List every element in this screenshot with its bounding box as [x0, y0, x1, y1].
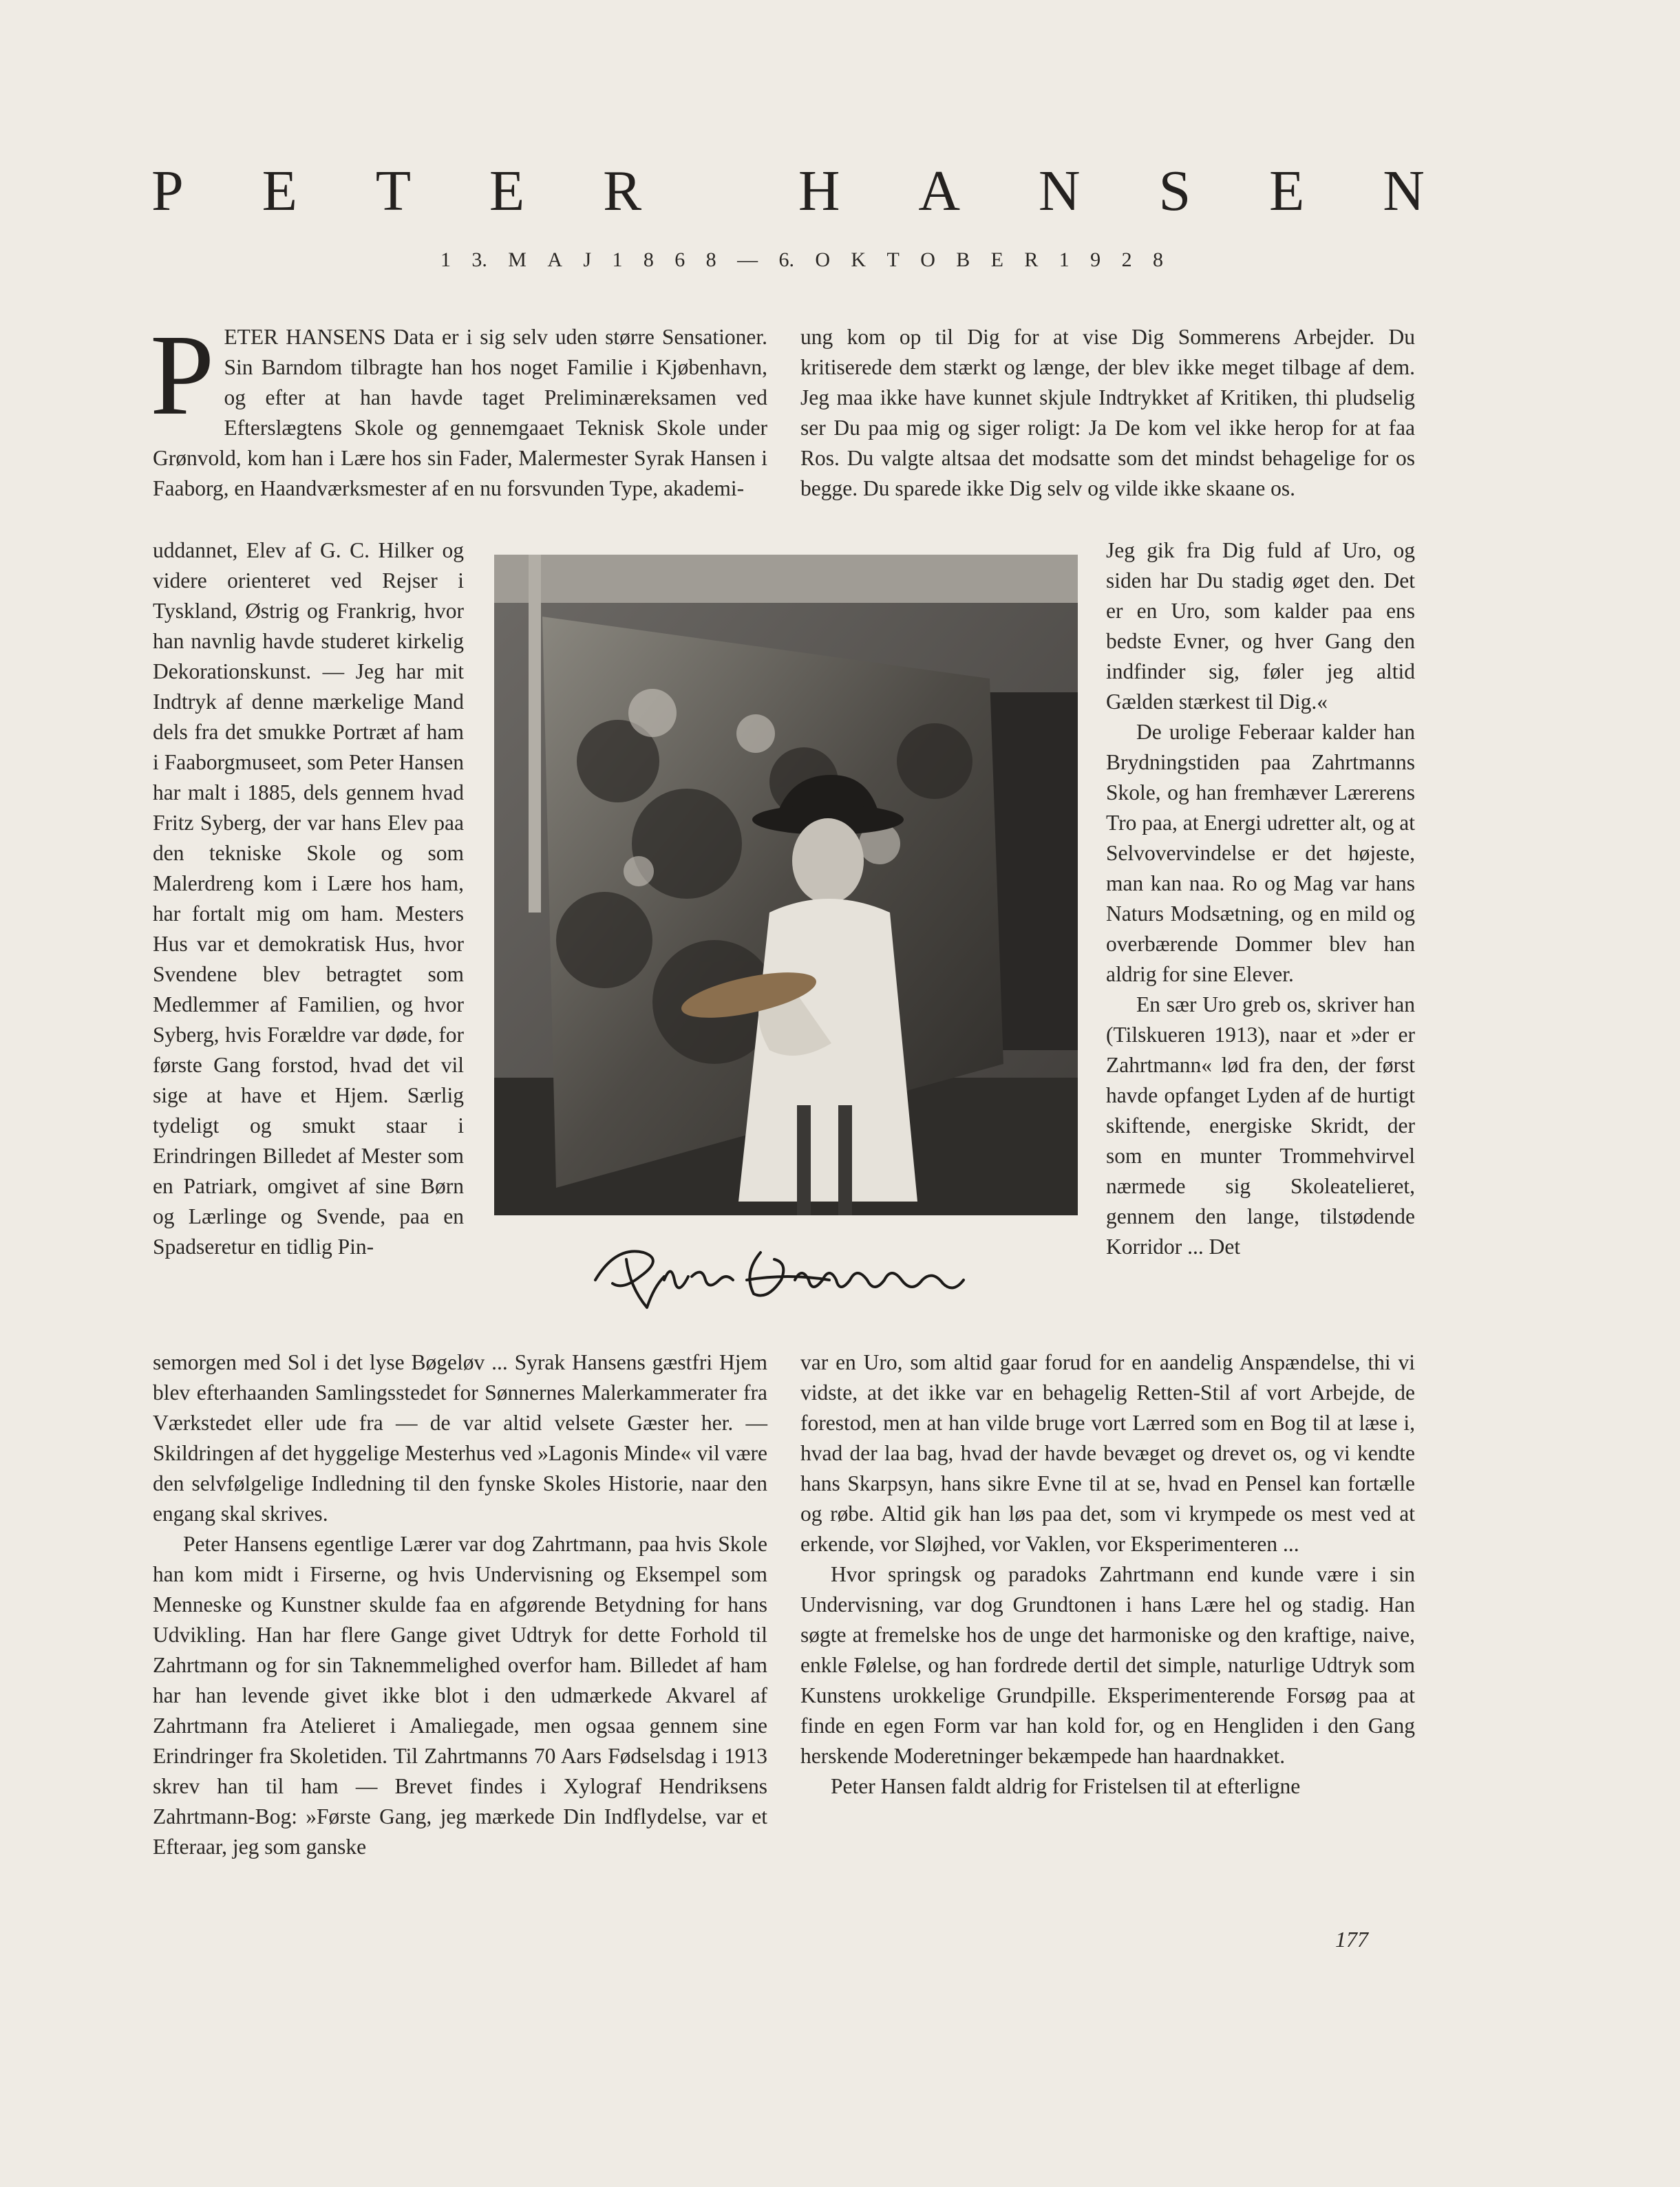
portrait-photograph [494, 555, 1078, 1215]
date-char: T [886, 248, 900, 271]
date-char: K [851, 248, 866, 271]
date-char: 8 [705, 248, 716, 271]
title-letter: E [489, 158, 525, 223]
date-char: E [990, 248, 1003, 271]
portrait-photo-image [494, 555, 1078, 1215]
signature-text: Peter Hansen [787, 1324, 796, 1325]
left-narrow-text [153, 535, 464, 1347]
right-top-paragraph: ung kom op til Dig for at vise Dig Sommerens Arbejder. Du kritiserede dem stærkt og længe, der blev ikke meget tilbage af dem. Jeg maa ikke have kunnet skjule Indtrykket af Kritiken, thi pludselig ser Du paa mig og siger roligt: Ja De kom vel ikke herop for at faa Ros. Du valgte altsaa det modsatte som det mindst behagelige for os begge. Du sparede ikke Dig selv og vilde ikke skaane os. [800, 325, 1415, 500]
date-char: 6. [778, 248, 794, 271]
title-letter: N [1383, 158, 1425, 223]
date-char: 3. [471, 248, 487, 271]
intro-text: ETER HANSENS Data er i sig selv uden større Sensationer. Sin Barndom tilbragte han hos noget Familie i Kjøbenhavn, og efter at han havde taget Preliminæreksamen ved Efterslægtens Skole og gennemgaaet Teknisk Skole under Grønvold, kom han i Lære hos sin Fader, Malermester Syrak Hansen i Faaborg, en Haandværksmester af en nu forsvunden Type, akademi- [153, 325, 767, 500]
date-char: 1 [1059, 248, 1070, 271]
date-char: 8 [643, 248, 654, 271]
date-char: 9 [1090, 248, 1101, 271]
title-letter: N [1038, 158, 1081, 223]
date-char: M [508, 248, 527, 271]
right-narrow-paragraph-2: De urolige Feberaar kalder han Brydningstiden paa Zahrtmanns Skole, og han fremhæver Lærerens Tro paa, at Energi udretter alt, og at Selvovervindelse er det højeste, man kan naa. Ro og Mag var hans Naturs Modsætning, og en mild og overbærende Dommer blev han aldrig for sine Elever. [1106, 720, 1415, 986]
title-letter: E [262, 158, 297, 223]
date-char: B [956, 248, 970, 271]
right-bottom-paragraph-2: Hvor springsk og paradoks Zahrtmann end kunde være i sin Undervisning, var dog Grundtonen i hans Lære hel og stadig. Han søgte at fremelske hos de unge det harmoniske og den kraftige, naive, enkle Følelse, og han fordrede dertil det simple, naturlige Udtryk som Kunstens urokkelige Grundpille. Eksperimenterende Forsøg paa at finde en egen Form var han kold for, og en Hengliden i den Gang herskende Moderetninger bekæmpede han haardnakket. [800, 1562, 1415, 1768]
title-letter: R [603, 158, 642, 223]
intro-paragraph [150, 311, 767, 537]
page-title [151, 153, 1425, 228]
drop-cap: P [150, 311, 215, 439]
right-narrow-paragraph-3: En sær Uro greb os, skriver han (Tilskueren 1913), naar et »der er Zahrtmann« lød fra den, der først havde opfanget Lyden af de hurtigt skiftende, energiske Skridt, der som en munter Trommehvirvel nærmede sig Skoleatelieret, gennem den lange, tilstødende Korridor ... Det [1106, 992, 1415, 1259]
title-letter: A [918, 158, 961, 223]
date-char: 8 [1152, 248, 1163, 271]
right-bottom-paragraph-1: var en Uro, som altid gaar forud for en aandelig Anspændelse, thi vi vidste, at det ikke var en behagelig Retten-Stil af vort Arbejde, de forestod, men at han vilde bruge vort Lærred som en Bog til at læse i, hvad der laa bag, hvad der havde bevæget og drevet os, og vi kendte hans Skarpsyn, hans sikre Evne til at se, hvad en Pensel kan fortælle og røbe. Altid gik han løs paa det, som vi krympede os mest ved at erkende, vor Sløjhed, vor Vaklen, vor Eksperimenteren ... [800, 1350, 1415, 1556]
title-letter: E [1269, 158, 1305, 223]
right-narrow-text [1106, 535, 1415, 1347]
left-bottom-paragraph-2: Peter Hansens egentlige Lærer var dog Zahrtmann, paa hvis Skole han kom midt i Firserne, og hvis Undervisning og Eksempel som Menneske og Kunstner skulde faa en afgørende Betydning for hans Udvikling. Han har flere Gange givet Udtryk for dette Forhold til Zahrtmann og for sin Taknemmelighed overfor ham. Billedet af ham har han levende givet ikke blot i den udmærkede Akvarel af Zahrtmann fra Atelieret i Amaliegade, men ogsaa gennem sine Erindringer fra Skoletiden. Til Zahrtmanns 70 Aars Fødselsdag i 1913 skrev han til ham — Brevet findes i Xylograf Hendriksens Zahrtmann-Bog: »Første Gang, jeg mærkede Din Indflydelse, var et Efteraar, jeg som ganske [153, 1532, 767, 1859]
date-char: R [1024, 248, 1039, 271]
right-bottom-paragraph-3: Peter Hansen faldt aldrig for Fristelsen til at efterligne [831, 1774, 1301, 1798]
date-char: J [583, 248, 592, 271]
date-char: 6 [674, 248, 685, 271]
date-char: 2 [1121, 248, 1132, 271]
title-letter: H [798, 158, 840, 223]
date-char: O [815, 248, 831, 271]
right-narrow-paragraph-1: Jeg gik fra Dig fuld af Uro, og siden har Du stadig øget den. Det er en Uro, som kalder paa ens bedste Evner, og hver Gang den indfinder sig, føler jeg altid Gælden stærkest til Dig.« [1106, 538, 1415, 714]
page-number: 177 [1335, 1927, 1368, 1952]
title-letter: T [375, 158, 412, 223]
date-char: 1 [440, 248, 451, 271]
date-char: — [737, 248, 758, 271]
left-narrow-paragraph: uddannet, Elev af G. C. Hilker og videre orienteret ved Rejser i Tyskland, Østrig og Frankrig, hvor han navnlig havde studeret kirkelig Dekorationskunst. — Jeg har mit Indtryk af denne mærkelige Mand dels fra det smukke Portræt af ham i Faaborgmuseet, som Peter Hansen har malt i 1885, dels gennem hvad Fritz Syberg, der var hans Elev paa den tekniske Skole og som Malerdreng kom i Lære hos ham, har fortalt mig om ham. Mesters Hus var et demokratisk Hus, hvor Svendene blev betragtet som Medlemmer af Familien, og hvor Syberg, hvis Forældre var døde, for første Gang forstod, hvad det vil sige at have et Hjem. Særlig tydeligt og smukt staar i Erindringen Billedet af Mester som en Patriark, omgivet af sine Børn og Lærlinge og Svende, paa en Spadseretur en tidlig Pin- [153, 538, 464, 1259]
left-bottom-text [153, 1347, 767, 1912]
life-dates [440, 244, 1163, 275]
right-top-text [800, 322, 1415, 535]
date-char: A [547, 248, 563, 271]
title-letter: P [151, 158, 184, 223]
artist-signature [588, 1239, 995, 1328]
right-bottom-text [800, 1347, 1415, 1912]
title-letter: S [1158, 158, 1191, 223]
date-char: 1 [612, 248, 623, 271]
date-char: O [920, 248, 935, 271]
left-bottom-paragraph-1: semorgen med Sol i det lyse Bøgeløv ... Syrak Hansens gæstfri Hjem blev efterhaanden Samlingsstedet for Sønnernes Malerkammerater fra Værkstedet eller ude fra — de var altid velsete Gæster her. — Skildringen af det hyggelige Mesterhus ved »Lagonis Minde« vil være den selvfølgelige Indledning til den fynske Skoles Historie, naar den engang skal skrives. [153, 1350, 767, 1526]
